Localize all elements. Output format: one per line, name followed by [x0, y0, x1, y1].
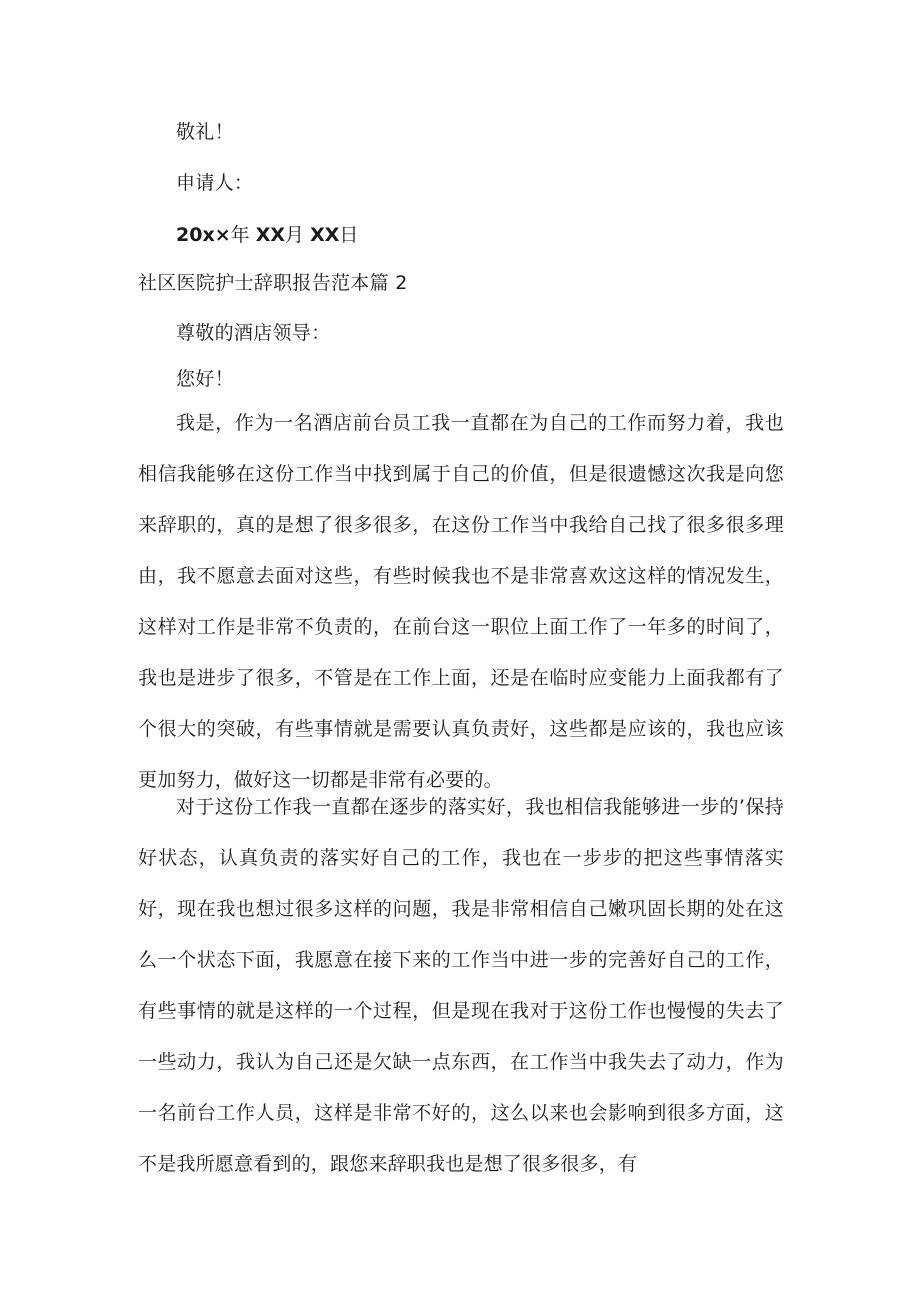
- date-month-unit: 月: [285, 224, 305, 246]
- date-day: XX: [310, 224, 340, 246]
- date-year: 20x×: [176, 224, 231, 246]
- salutation: 尊敬的酒店领导：: [176, 322, 331, 344]
- date-year-unit: 年: [230, 224, 250, 246]
- date-day-unit: 日: [339, 224, 359, 246]
- date-line: [176, 223, 358, 247]
- body-paragraph-1: 我是，作为一名酒店前台员工我一直都在为自己的工作而努力着，我也相信我能够在这份工作当中找到属于自己的价值，但是很遗憾这次我是向您来辞职的，真的是想了很多很多，在这份工作当中我给自己找了很多很多理由，我不愿意去面对这些，有些时候我也不是非常喜欢这这样的情况发生，这样对工作是非常不负责的，在前台这一职位上面工作了一年多的时间了，我也是进步了很多，不管是在工作上面，还是在临时应变能力上面我都有了个很大的突破，有些事情就是需要认真负责好，这些都是应该的，我也应该更加努力，做好这一切都是非常有必要的。: [138, 412, 784, 791]
- section-title: 社区医院护士辞职报告范本篇 2: [138, 272, 408, 294]
- applicant-label: 申请人：: [176, 172, 254, 194]
- date-month: XX: [255, 224, 285, 246]
- greeting: 您好！: [176, 368, 234, 390]
- closing-line: 敬礼！: [176, 121, 234, 143]
- body-paragraph-2: 对于这份工作我一直都在逐步的落实好，我也相信我能够进一步的’保持好状态，认真负责的落实好自己的工作，我也在一步步的把这些事情落实好，现在我也想过很多这样的问题，我是非常相信自己嫩巩固长期的处在这么一个状态下面，我愿意在接下来的工作当中进一步的完善好自己的工作，有些事情的就是这样的一个过程，但是现在我对于这份工作也慢慢的失去了一些动力，我认为自己还是欠缺一点东西，在工作当中我失去了动力，作为一名前台工作人员，这样是非常不好的，这么以来也会影响到很多方面，这不是我所愿意看到的，跟您来辞职我也是想了很多很多，有: [138, 796, 784, 1175]
